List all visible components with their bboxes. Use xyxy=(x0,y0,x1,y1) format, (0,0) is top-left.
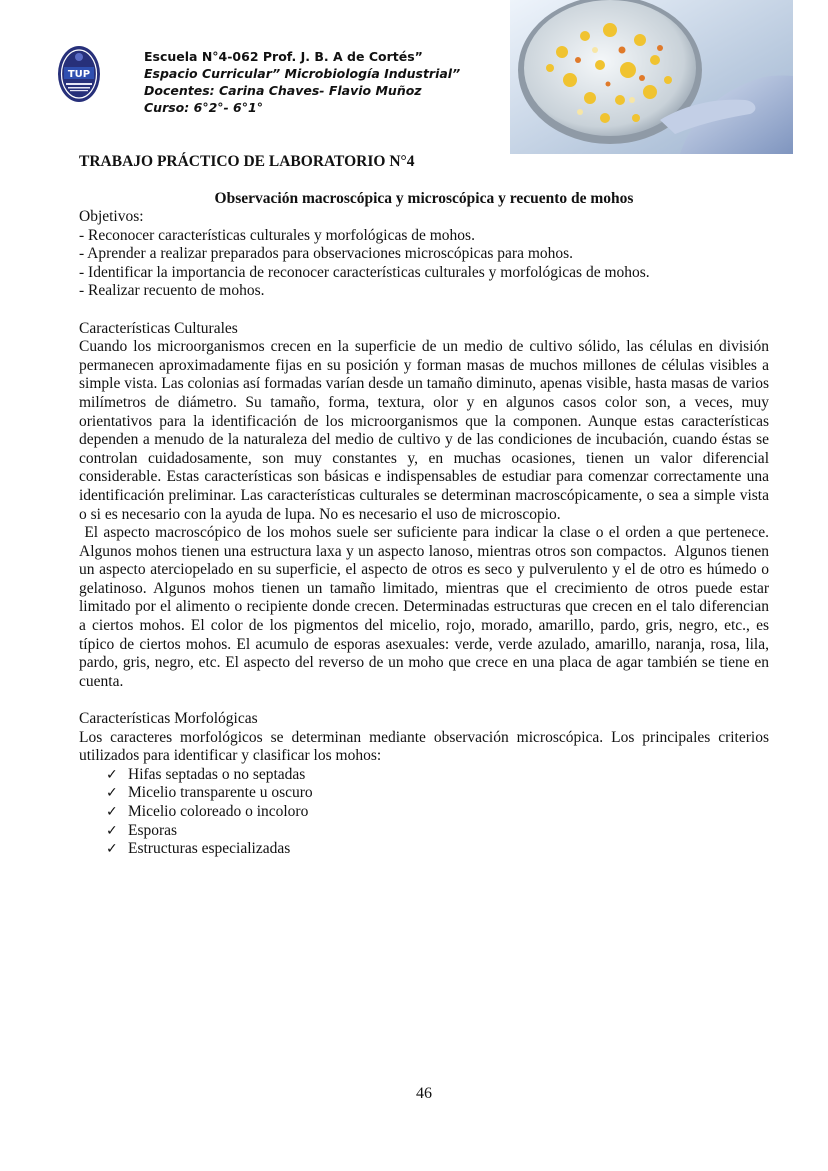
cultural-paragraph: El aspecto macroscópico de los mohos suele ser suficiente para indicar la clase o el orden a que pertenece. Algunos mohos tienen una estructura laxa y un aspecto lanoso, mientras otros son compactos. Algunos tienen un aspecto aterciopelado en su superficie, el aspecto de otros es seco y pulverulento y el de otro es húmedo o gelatinoso. Algunos mohos tienen un tamaño limitado, mientras que el crecimiento de otros puede estar limitado por el alimento o recipiente donde crecen. Determinadas estructuras que crecen en el talo diferencian a ciertos mohos. El color de los pigmentos del micelio, rojo, morado, amarillo, pardo, gris, negro, etc., es típico de ciertos mohos. El acumulo de esporas asexuales: verde, verde azulado, amarillo, naranja, rosa, lila, pardo, gris, negro, etc. El aspecto del reverso de un moho que crece en una placa de agar también se tiene en cuenta. xyxy=(79,524,773,690)
criterion-text: Estructuras especializadas xyxy=(128,840,291,858)
morphological-paragraph: Los caracteres morfológicos se determinan mediante observación microscópica. Los principales criterios utilizados para identificar y clasificar los mohos: xyxy=(79,728,769,765)
checkmark-icon: ✓ xyxy=(106,804,118,820)
list-item xyxy=(106,822,769,841)
criterion-text: Micelio coloreado o incoloro xyxy=(128,803,309,820)
teachers: Docentes: Carina Chaves- Flavio Muñoz xyxy=(144,83,422,98)
objective-item: - Aprender a realizar preparados para observaciones microscópicas para mohos. xyxy=(79,245,574,263)
criterion-text: Hifas septadas o no septadas xyxy=(128,765,306,783)
checkmark-icon: ✓ xyxy=(106,822,118,839)
objective-item: - Identificar la importancia de reconocer características culturales y morfológicas de mohos. xyxy=(79,263,650,281)
course: Curso: 6°2°- 6°1° xyxy=(144,100,263,115)
cultural-paragraph: Cuando los microorganismos crecen en la superficie de un medio de cultivo sólido, las células en división permanecen aproximadamente fijas en su posición y forman masas de muchos millones de células visibles a simple vista. Las colonias así formadas varían desde un tamaño diminuto, apenas visible, hasta masas de varios milímetros de diámetro. Su tamaño, forma, textura, olor y en algunos casos color son, a veces, muy orientativos para la identificación de los microorganismos que la componen. Aunque estas características dependen a menudo de la naturaleza del medio de cultivo y de las condiciones de incubación, cuando éstas se controlan cuidadosamente, son muy constantes y, en muchas ocasiones, tienen un valor diferencial considerable. Estas características son básicas e indispensables de estudiar para comenzar correctamente una identificación preliminar. Las características culturales se determinan macroscópicamente, o sea a simple vista o si es necesario con la ayuda de lupa. No es necesario el uso de microscopio. xyxy=(79,338,770,523)
document-body xyxy=(79,208,773,859)
criterion-text: Micelio transparente u oscuro xyxy=(128,784,313,802)
list-item xyxy=(106,784,769,803)
objectives-heading: Objetivos: xyxy=(79,208,144,225)
objective-item: - Realizar recuento de mohos. xyxy=(79,282,265,300)
school-logo xyxy=(57,45,101,103)
school-info xyxy=(144,48,460,116)
page-number: 46 xyxy=(416,1085,432,1102)
checkmark-icon: ✓ xyxy=(106,785,118,802)
petri-dish-photo xyxy=(510,0,793,154)
document-subtitle: Observación macroscópica y microscópica y recuento de mohos xyxy=(214,190,634,207)
criterion-text: Esporas xyxy=(128,821,178,839)
school-name: Escuela N°4-062 Prof. J. B. A de Cortés” xyxy=(144,49,423,64)
document-title: TRABAJO PRÁCTICO DE LABORATORIO N°4 xyxy=(79,153,415,170)
spacer xyxy=(79,691,769,710)
list-item xyxy=(106,766,769,785)
checkmark-icon: ✓ xyxy=(106,766,118,783)
criteria-list xyxy=(79,766,769,859)
cultural-heading: Características Culturales xyxy=(79,319,238,337)
list-item xyxy=(106,840,769,859)
morphological-heading: Características Morfológicas xyxy=(79,710,258,728)
list-item xyxy=(106,803,769,822)
checkmark-icon: ✓ xyxy=(106,841,118,858)
subject-name: Espacio Curricular” Microbiología Industrial” xyxy=(144,66,461,81)
logo-text: TUP xyxy=(67,69,91,80)
spacer xyxy=(79,301,769,320)
objective-item: - Reconocer características culturales y morfológicas de mohos. xyxy=(79,226,475,244)
